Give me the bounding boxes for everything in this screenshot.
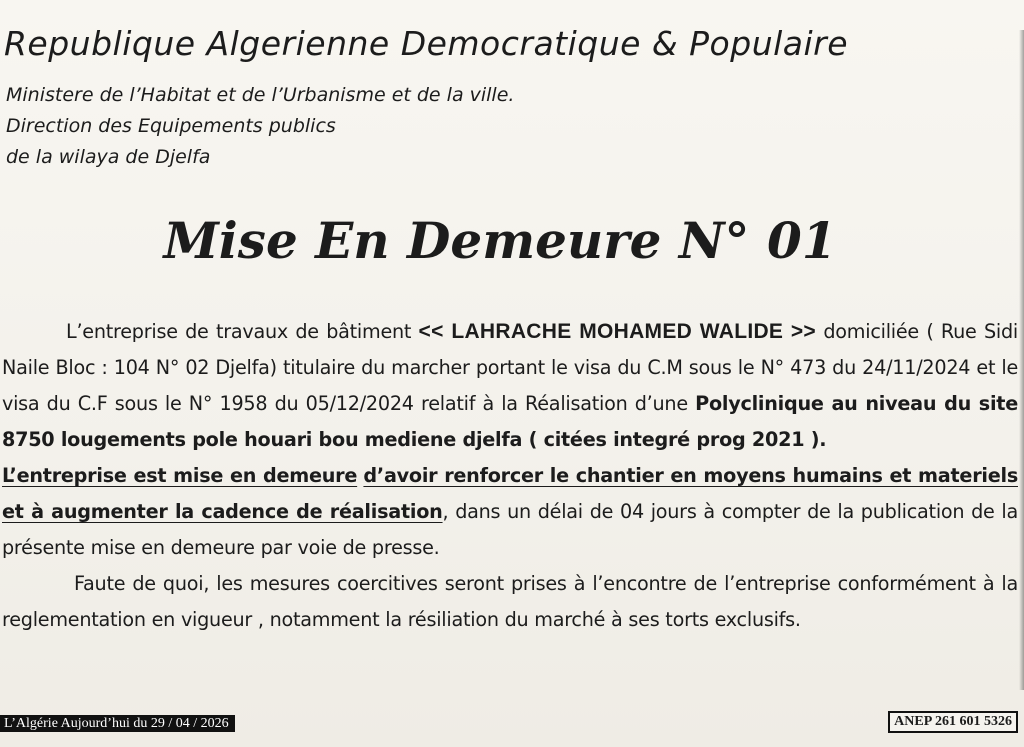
demand-statement: L’entreprise est mise en demeure: [2, 464, 358, 487]
page-edge-shadow: [1019, 30, 1024, 690]
p1-intro: L’entreprise de travaux de bâtiment: [66, 320, 419, 343]
project-name: Polyclinique au niveau du site 8750 lougements pole houari bou mediene djelfa ( citées integré prog 2021 ).: [2, 392, 1018, 451]
paragraph-consequence: [2, 566, 1018, 638]
publication-label: L’Algérie Aujourd’hui du 29 / 04 / 2026: [0, 715, 235, 732]
ministry-line: Ministere de l’Habitat et de l’Urbanisme et de la ville.: [6, 84, 515, 106]
directorate-line: Direction des Equipements publics: [6, 115, 336, 137]
demand-requirements: d’avoir renforcer le chantier en moyens humains et materiels et à augmenter la cadence de réalisation: [2, 464, 1018, 523]
anep-reference: ANEP 261 601 5326: [888, 711, 1018, 733]
notice-body: [2, 314, 1018, 638]
paragraph-demand: [2, 458, 1018, 566]
footer: [0, 711, 1024, 735]
p1-details: domiciliée ( Rue Sidi Naile Bloc : 104 N° 02 Djelfa) titulaire du marcher portant le visa du C.M sous le N° 473 du 24/11/2024 et le visa du C.F sous le N° 1958 du 05/12/2024 relatif à la Réalisation d’une: [2, 320, 1018, 415]
republic-title: Republique Algerienne Democratique & Populaire: [4, 24, 849, 63]
document-title: Mise En Demeure N° 01: [163, 211, 837, 270]
contractor-name: << LAHRACHE MOHAMED WALIDE >>: [418, 320, 817, 343]
letterhead: [4, 22, 1004, 173]
demand-deadline: , dans un délai de 04 jours à compter de la publication de la présente mise en demeure par voie de presse.: [2, 500, 1018, 559]
consequence-text: Faute de quoi, les mesures coercitives seront prises à l’encontre de l’entreprise conformément à la reglementation en vigueur , notamment la résiliation du marché à ses torts exclusifs.: [2, 572, 1018, 631]
paragraph-contract: [2, 314, 1018, 458]
wilaya-line: de la wilaya de Djelfa: [6, 146, 211, 168]
